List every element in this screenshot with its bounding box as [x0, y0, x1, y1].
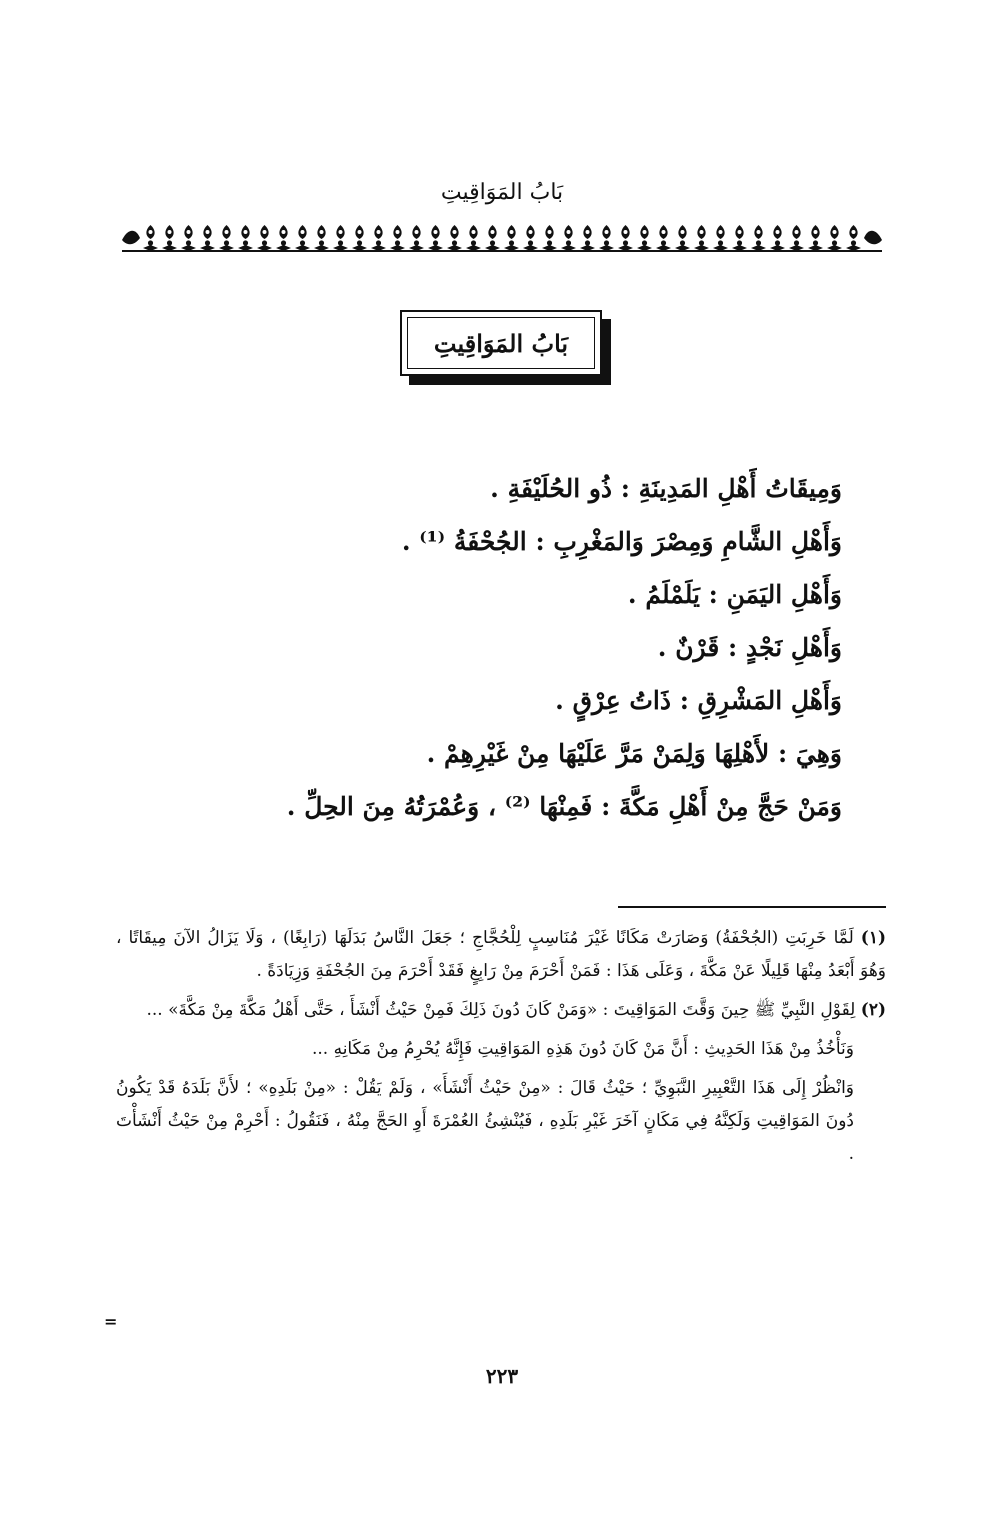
main-text-line: وَأَهْلِ اليَمَنِ : يَلَمْلَمُ .	[627, 580, 842, 609]
main-text-line: وَمَنْ حَجَّ مِنْ أَهْلِ مَكَّةَ : فَمِنْهَا ⁽²⁾ ، وَعُمْرَتُهُ مِنَ الحِلِّ .	[286, 792, 842, 821]
main-text-line: وَأَهْلِ نَجْدٍ : قَرْنٌ .	[657, 633, 842, 662]
footnote-2-number: (٢)	[860, 1000, 886, 1020]
footnote-2	[116, 994, 886, 1027]
main-text-block	[122, 462, 842, 833]
footnote-1-number: (١)	[860, 928, 887, 948]
main-text-line: وَمِيقَاتُ أَهْلِ المَدِينَةِ : ذُو الحُلَيْفَةِ .	[490, 474, 842, 503]
footnote-1-text: لَمَّا خَرِبَتِ (الجُحْفَةُ) وَصَارَتْ مَكَانًا غَيْرَ مُنَاسِبٍ لِلْحُجَّاجِ ؛ جَعَلَ النَّاسُ بَدَلَهَا (رَابِغًا) ، وَلَا يَزَالُ الآنَ مِيقَاتًا ، وَهُوَ أَبْعَدُ مِنْهَا قَلِيلًا عَنْ مَكَّةَ ، وَعَلَى هَذَا : فَمَنْ أَحْرَمَ مِنْ رَابِغٍ فَقَدْ أَحْرَمَ مِنَ الجُحْفَةِ وَزِيَادَةً .	[116, 928, 886, 981]
footnote-separator	[618, 906, 886, 908]
footnote-1	[116, 922, 886, 988]
continuation-mark: =	[104, 1312, 118, 1331]
main-text-line: وَهِيَ : لأَهْلِهَا وَلِمَنْ مَرَّ عَلَيْهَا مِنْ غَيْرِهِمْ .	[426, 739, 842, 768]
footnote-2-paragraph: وَنَأْخُذُ مِنْ هَذَا الحَدِيثِ : أَنَّ مَنْ كَانَ دُونَ هَذِهِ المَوَاقِيتِ فَإِنَّهُ يُحْرِمُ مِنْ مَكَانِهِ ...	[311, 1039, 854, 1059]
main-text-line: وَأَهْلِ المَشْرِقِ : ذَاتُ عِرْقٍ .	[555, 686, 842, 715]
footnotes-block	[116, 922, 886, 1177]
main-text-line: وَأَهْلِ الشَّامِ وَمِصْرَ وَالمَغْرِبِ : الجُحْفَةُ ⁽¹⁾ .	[401, 527, 842, 556]
running-header-title: بَابُ المَوَاقِيتِ	[440, 180, 564, 205]
chapter-title: بَابُ المَوَاقِيتِ	[433, 328, 569, 358]
footnote-2-paragraph: وَانْظُرْ إِلَى هَذَا التَّعْبِيرِ النَّبَوِيِّ ؛ حَيْثُ قَالَ : «مِنْ حَيْثُ أَنْشَأَ» ، وَلَمْ يَقُلْ : «مِنْ بَلَدِهِ» ؛ لأَنَّ بَلَدَهُ قَدْ يَكُونُ دُونَ المَوَاقِيتِ وَلَكِنَّهُ فِي مَكَانٍ آخَرَ غَيْرِ بَلَدِهِ ، فَيُنْشِئُ العُمْرَةَ أَوِ الحَجَّ مِنْهُ ، فَنَقُولُ : أَحْرِمْ مِنْ حَيْثُ أَنْشَأْتَ .	[116, 1078, 854, 1164]
page-number: ٢٢٣	[485, 1364, 519, 1388]
decorative-ornament-border	[122, 222, 882, 252]
footnote-2-text: لِقَوْلِ النَّبِيِّ ﷺ حِينَ وَقَّتَ المَوَاقِيتَ : «وَمَنْ كَانَ دُونَ ذَلِكَ فَمِنْ حَيْثُ أَنْشَأَ ، حَتَّى أَهْلُ مَكَّةَ مِنْ مَكَّةَ» ...	[146, 1000, 856, 1020]
chapter-title-box	[400, 310, 602, 376]
